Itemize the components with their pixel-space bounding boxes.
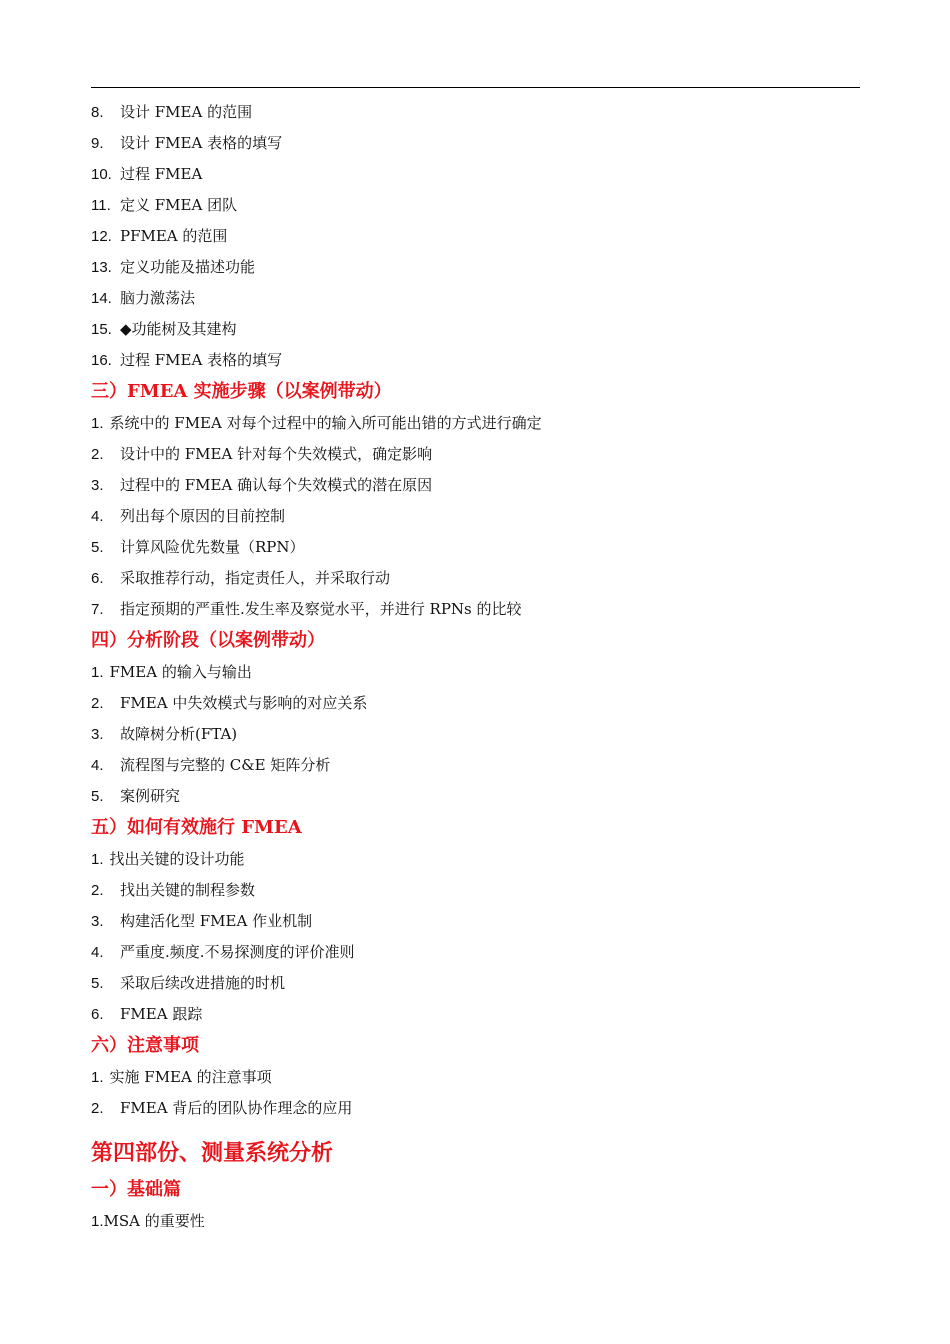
- list-item: [91, 1209, 205, 1233]
- item-number: 1.: [91, 664, 104, 681]
- item-number: 1.: [91, 1069, 104, 1086]
- item-text: PFMEA 的范围: [120, 227, 228, 245]
- item-number: 12.: [91, 228, 112, 245]
- item-text: 设计中的 FMEA 针对每个失效模式，确定影响: [120, 445, 433, 463]
- item-number: 5.: [91, 539, 104, 556]
- item-number: 9.: [91, 135, 104, 152]
- list-item: [91, 660, 252, 684]
- item-number: 15.: [91, 321, 112, 338]
- section-heading-5: 五）如何有效施行 FMEA: [91, 817, 302, 838]
- item-text: 实施 FMEA 的注意事项: [109, 1068, 272, 1086]
- item-text: 流程图与完整的 C&E 矩阵分析: [120, 756, 331, 774]
- list-item: [91, 286, 195, 310]
- item-text: 找出关键的设计功能: [109, 850, 245, 868]
- item-number: 1.: [91, 1213, 104, 1230]
- item-text: 找出关键的制程参数: [120, 881, 256, 899]
- list-item: [91, 193, 237, 217]
- item-text: FMEA 背后的团队协作理念的应用: [120, 1099, 353, 1117]
- list-item: [91, 504, 285, 528]
- list-item: [91, 1096, 352, 1120]
- list-item: [91, 940, 355, 964]
- list-item: [91, 691, 367, 715]
- item-number: 3.: [91, 477, 104, 494]
- list-item: [91, 753, 330, 777]
- item-number: 13.: [91, 259, 112, 276]
- list-item: [91, 255, 255, 279]
- list-item: [91, 224, 227, 248]
- section-heading-4: 四）分析阶段（以案例带动）: [91, 630, 325, 651]
- item-number: 5.: [91, 975, 104, 992]
- item-number: 4.: [91, 944, 104, 961]
- item-text: 案例研究: [120, 787, 181, 805]
- item-number: 1.: [91, 415, 104, 432]
- item-number: 5.: [91, 788, 104, 805]
- item-number: 2.: [91, 695, 104, 712]
- item-number: 8.: [91, 104, 104, 121]
- item-number: 2.: [91, 882, 104, 899]
- list-item: [91, 971, 285, 995]
- list-item: [91, 597, 522, 621]
- list-item: [91, 348, 282, 372]
- list-item: [91, 317, 237, 341]
- item-number: 14.: [91, 290, 112, 307]
- list-item: [91, 847, 245, 871]
- list-item: [91, 909, 312, 933]
- item-text: MSA 的重要性: [103, 1212, 205, 1230]
- list-item: [91, 535, 305, 559]
- item-text: 定义功能及描述功能: [120, 258, 256, 276]
- item-text: 采取后续改进措施的时机: [120, 974, 286, 992]
- item-number: 4.: [91, 757, 104, 774]
- list-item: [91, 878, 255, 902]
- list-item: [91, 411, 542, 435]
- list-item: [91, 442, 432, 466]
- item-text: 定义 FMEA 团队: [120, 196, 238, 214]
- list-item: [91, 100, 252, 124]
- item-text: FMEA 跟踪: [120, 1005, 203, 1023]
- list-item: [91, 722, 237, 746]
- list-item: [91, 131, 282, 155]
- item-number: 2.: [91, 1100, 104, 1117]
- item-text: 列出每个原因的目前控制: [120, 507, 286, 525]
- header-rule: [91, 87, 860, 88]
- part-heading: 第四部份、测量系统分析: [91, 1140, 334, 1166]
- item-text: 系统中的 FMEA 对每个过程中的输入所可能出错的方式进行确定: [109, 414, 542, 432]
- item-text: 脑力激荡法: [120, 289, 196, 307]
- item-number: 4.: [91, 508, 104, 525]
- item-text: 设计 FMEA 表格的填写: [120, 134, 283, 152]
- item-text: 过程 FMEA: [120, 165, 203, 183]
- section-heading-6: 六）注意事项: [91, 1035, 199, 1056]
- item-number: 16.: [91, 352, 112, 369]
- item-text: FMEA 中失效模式与影响的对应关系: [120, 694, 368, 712]
- section-heading-3: 三）FMEA 实施步骤（以案例带动）: [91, 381, 392, 402]
- item-number: 2.: [91, 446, 104, 463]
- item-number: 1.: [91, 851, 104, 868]
- item-text: ◆功能树及其建构: [120, 320, 237, 338]
- item-text: 过程中的 FMEA 确认每个失效模式的潜在原因: [120, 476, 433, 494]
- list-item: [91, 473, 432, 497]
- subsection-heading: 一）基础篇: [91, 1179, 181, 1200]
- item-text: 构建活化型 FMEA 作业机制: [120, 912, 313, 930]
- list-item: [91, 1065, 272, 1089]
- list-item: [91, 1002, 202, 1026]
- item-number: 6.: [91, 570, 104, 587]
- item-number: 10.: [91, 166, 112, 183]
- item-number: 6.: [91, 1006, 104, 1023]
- item-text: 故障树分析(FTA): [120, 725, 238, 743]
- item-number: 11.: [91, 197, 111, 214]
- list-item: [91, 784, 180, 808]
- item-text: 采取推荐行动，指定责任人，并采取行动: [120, 569, 391, 587]
- item-number: 3.: [91, 726, 104, 743]
- list-item: [91, 566, 390, 590]
- item-text: 严重度.频度.不易探测度的评价准则: [120, 943, 355, 961]
- item-text: FMEA 的输入与输出: [109, 663, 252, 681]
- item-text: 设计 FMEA 的范围: [120, 103, 253, 121]
- item-text: 计算风险优先数量（RPN）: [120, 538, 305, 556]
- item-text: 过程 FMEA 表格的填写: [120, 351, 283, 369]
- item-number: 3.: [91, 913, 104, 930]
- item-text: 指定预期的严重性.发生率及察觉水平，并进行 RPNs 的比较: [120, 600, 522, 618]
- list-item: [91, 162, 202, 186]
- item-number: 7.: [91, 601, 104, 618]
